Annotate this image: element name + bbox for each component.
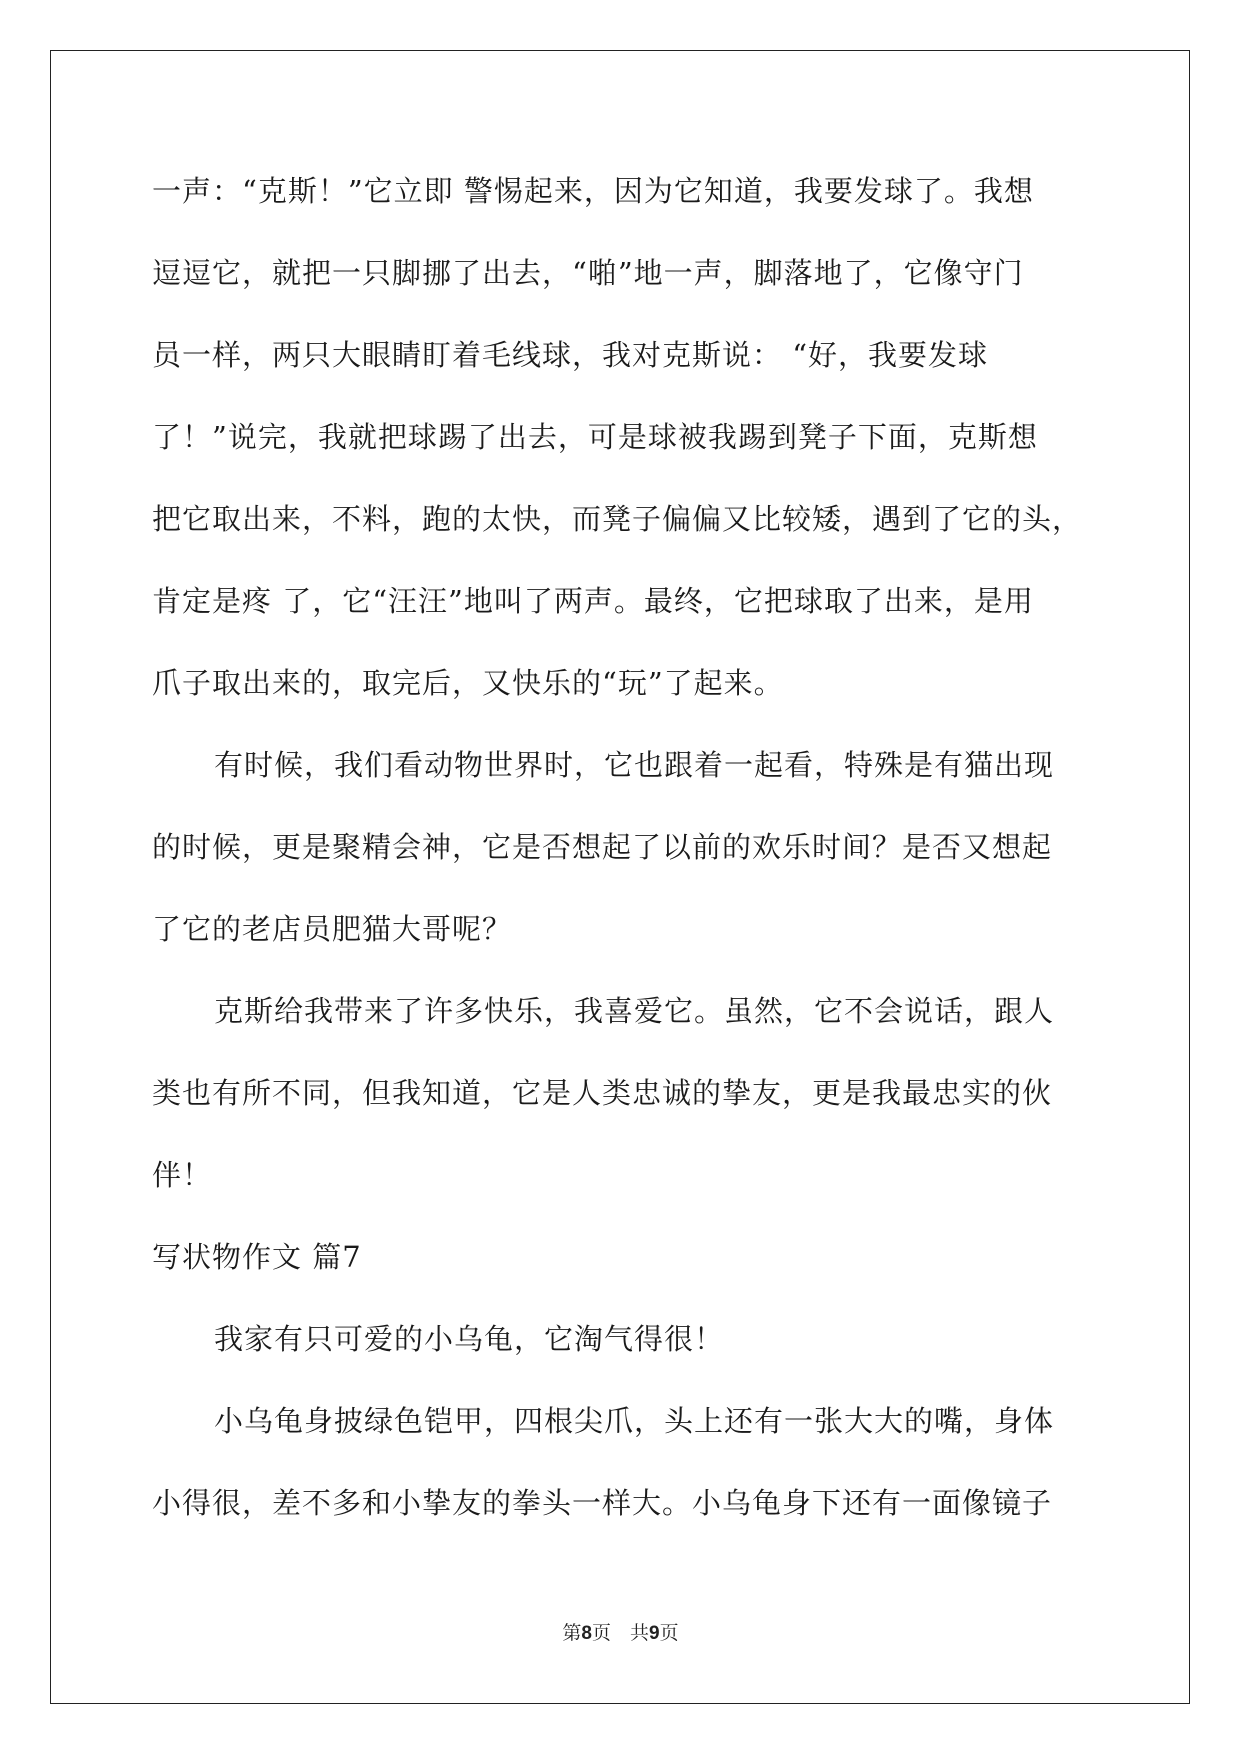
text-line: 小得很，差不多和小挚友的拳头一样大。小乌龟身下还有一面像镜子 (152, 1486, 1053, 1520)
text-line: 逗逗它，就把一只脚挪了出去，“啪”地一声，脚落地了，它像守门 (152, 256, 1024, 290)
footer-suffix: 页 (659, 1622, 679, 1644)
text-line: 了！”说完，我就把球踢了出去，可是球被我踢到凳子下面，克斯想 (152, 420, 1038, 454)
text-line: 的时候，更是聚精会神，它是否想起了以前的欢乐时间？是否又想起 (152, 830, 1053, 864)
paragraph-start-line: 克斯给我带来了许多快乐，我喜爱它。虽然，它不会说话，跟人 (214, 994, 1055, 1028)
text-line: 把它取出来，不料，跑的太快，而凳子偏偏又比较矮，遇到了它的头， (152, 502, 1083, 536)
text-line: 肯定是疼 了，它“汪汪”地叫了两声。最终，它把球取了出来，是用 (152, 584, 1034, 618)
footer-prefix: 第 (562, 1622, 582, 1644)
text-line: 一声：“克斯！”它立即 警惕起来，因为它知道，我要发球了。我想 (152, 174, 1034, 208)
current-page-number: 8 (581, 1623, 592, 1644)
total-page-number: 9 (649, 1623, 660, 1644)
paragraph-start-line: 小乌龟身披绿色铠甲，四根尖爪，头上还有一张大大的嘴，身体 (214, 1404, 1055, 1438)
paragraph-start-line: 有时候，我们看动物世界时，它也跟着一起看，特殊是有猫出现 (214, 748, 1055, 782)
paragraph-start-line: 我家有只可爱的小乌龟，它淘气得很！ (214, 1322, 725, 1356)
page-footer (0, 1618, 1241, 1645)
section-heading: 写状物作文 篇7 (152, 1240, 362, 1274)
footer-mid: 页 共 (591, 1622, 649, 1644)
text-line: 类也有所不同，但我知道，它是人类忠诚的挚友，更是我最忠实的伙 (152, 1076, 1053, 1110)
text-line: 伴！ (152, 1158, 213, 1192)
text-line: 员一样，两只大眼睛盯着毛线球，我对克斯说： “好，我要发球 (152, 338, 989, 372)
text-line: 了它的老店员肥猫大哥呢？ (152, 912, 513, 946)
text-line: 爪子取出来的，取完后，又快乐的“玩”了起来。 (152, 666, 784, 700)
document-body (152, 165, 1092, 1559)
